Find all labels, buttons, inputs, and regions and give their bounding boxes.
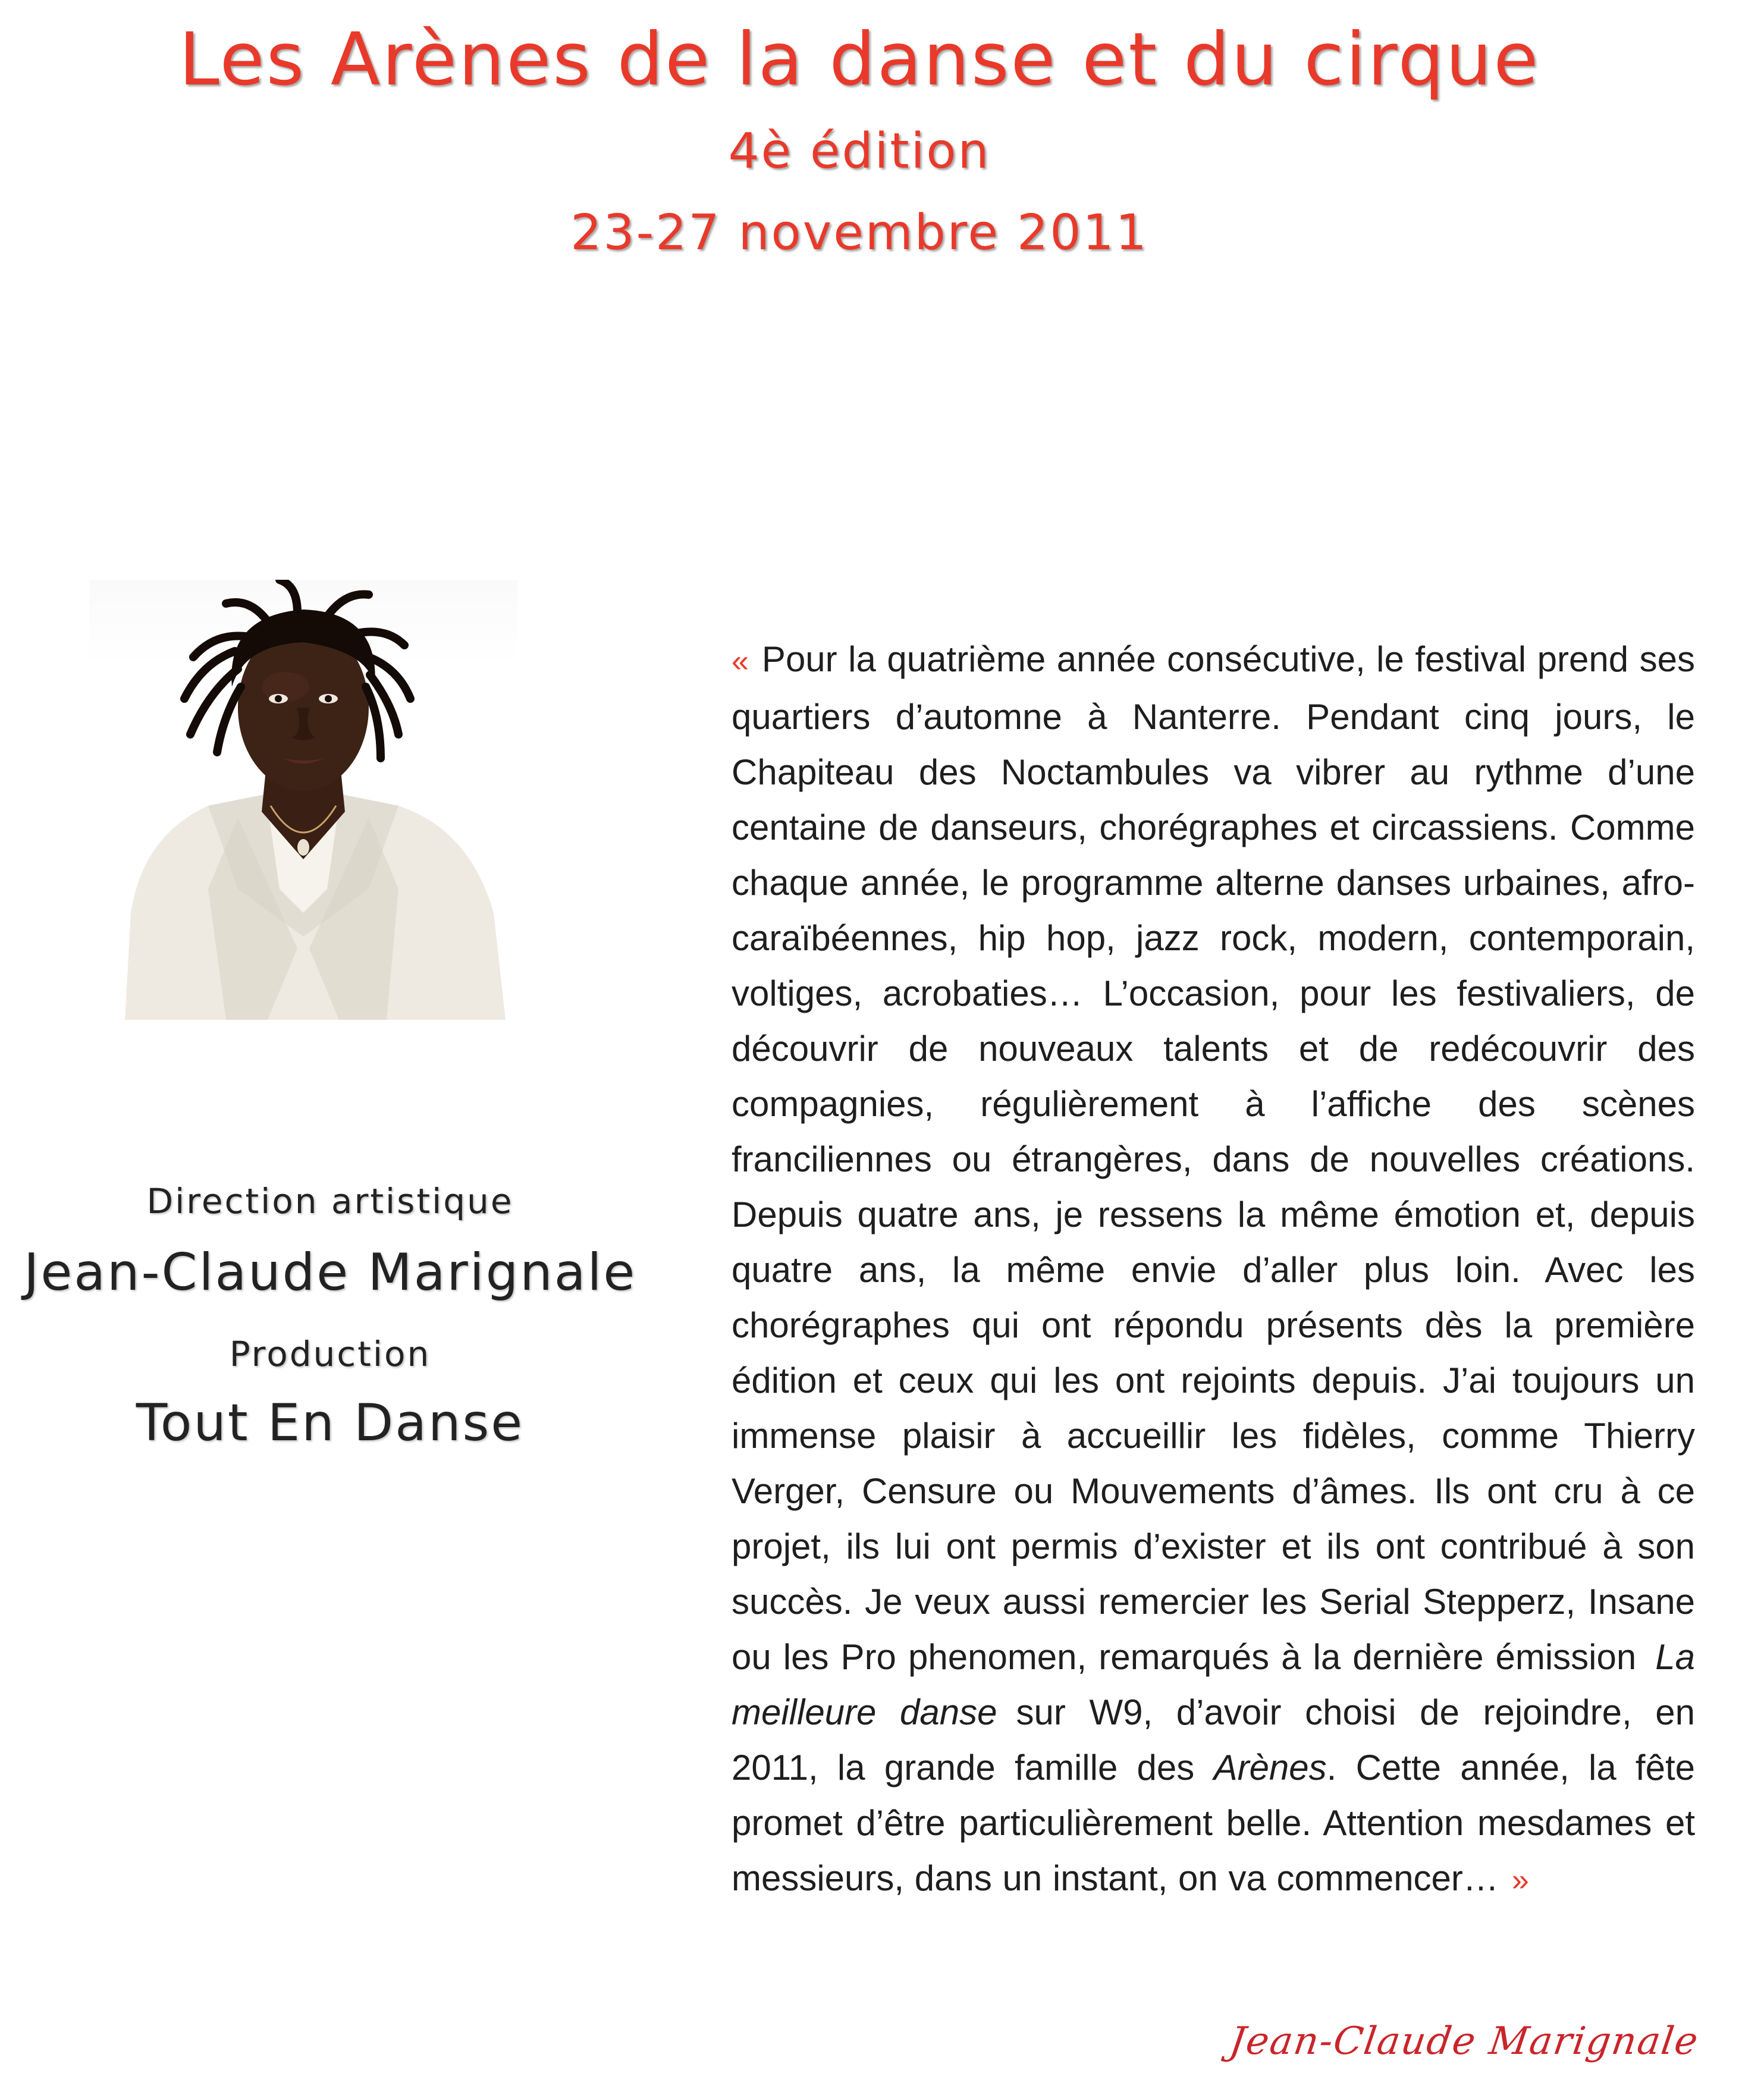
quote-text-middle: sur W9, d’avoir choisi de rejoindre, en 2011, la grande famille des [732, 1692, 1695, 1787]
portrait-illustration [89, 580, 517, 1020]
author-signature: Jean-Claude Marignale [1226, 2019, 1702, 2063]
production-role: Production [229, 1334, 431, 1374]
quote-paragraph [732, 632, 1695, 1908]
direction-name: Jean-Claude Marignale [24, 1243, 637, 1302]
festival-name: Arènes [1213, 1748, 1327, 1787]
page-title: Les Arènes de la danse et du cirque [178, 17, 1540, 102]
festival-dates: 23-27 novembre 2011 [570, 205, 1148, 261]
editorial-quote [732, 632, 1695, 1908]
quote-text-end: . Cette année, la fête promet d’être particulièrement belle. Attention mesdames et messieurs, dans un instant, on va commencer… [732, 1748, 1696, 1898]
edition-label: 4è édition [728, 123, 991, 180]
close-quote-mark: » [1511, 1863, 1529, 1897]
quote-text-before: Pour la quatrième année consécutive, le festival prend ses quartiers d’automne à Nanterre. Pendant cinq jours, le Chapiteau des Noctambules va vibrer au rythme d’une centaine de danseurs, chorégraphes et circassiens. Comme chaque année, le programme alterne danses urbaines, afro-caraïbéennes, hip hop, jazz rock, modern, contemporain, voltiges, acrobaties… L’occasion, pour les festivaliers, de découvrir de nouveaux talents et de redécouvrir des compagnies, régulièrement à l’affiche des scènes franciliennes ou étrangères, dans de nouvelles créations. Depuis quatre ans, je ressens la même émotion et, depuis quatre ans, la même envie d’aller plus loin. Avec les chorégraphes qui ont répondu présents dès la première édition et ceux qui les ont rejoints depuis. J’ai toujours un immense plaisir à accueillir les fidèles, comme Thierry Verger, Censure ou Mouvements d’âmes. Ils ont cru à ce projet, ils lui ont permis d’exister et ils ont contribué à son succès. Je veux aussi remercier les Serial Stepperz, Insane ou les Pro phenomen, remarqués à la dernière émission [732, 639, 1695, 1677]
open-quote-mark: « [732, 644, 749, 678]
portrait-photo [89, 580, 517, 1020]
show-title: La meilleure danse [732, 1637, 1695, 1732]
production-name: Tout En Danse [136, 1393, 525, 1453]
direction-role: Direction artistique [146, 1181, 514, 1221]
